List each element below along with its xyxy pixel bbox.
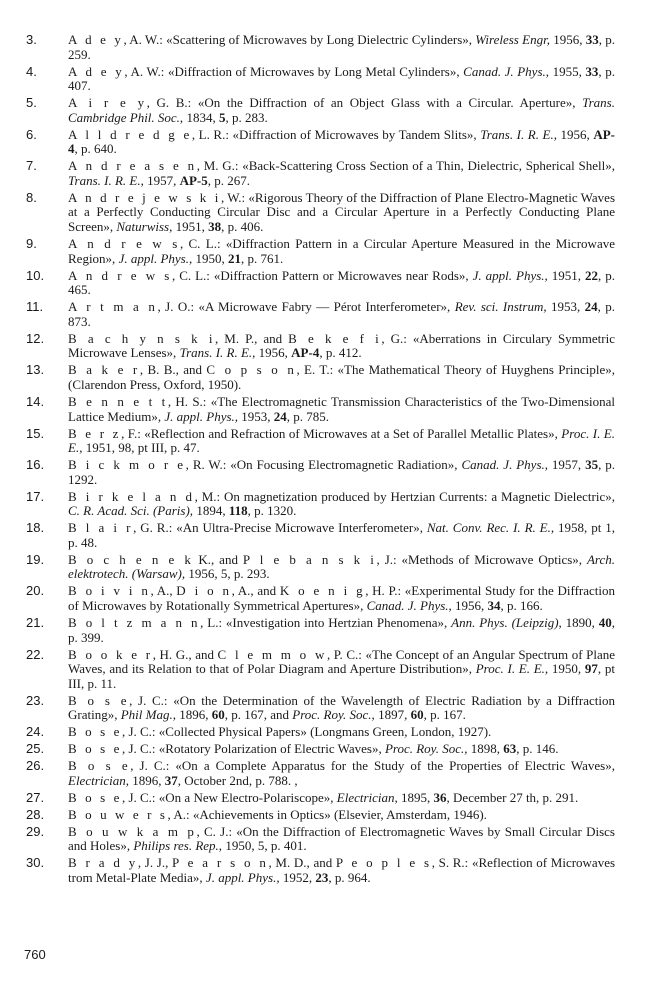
reference-number: 3. — [26, 32, 37, 47]
citation-text: , p. 146. — [516, 741, 559, 757]
author-name: A i r e y — [68, 95, 147, 111]
author-name: B i c k m o r e — [68, 457, 186, 473]
citation-text: 1950, 5, p. 401. — [222, 838, 307, 854]
reference-number: 15. — [26, 425, 45, 441]
citation-text: , p. 167. — [423, 707, 466, 723]
citation-text: , L. R.: «Diffraction of Microwaves by Tandem Slits», — [191, 126, 481, 142]
reference-entry — [26, 128, 615, 157]
reference-entry — [26, 458, 615, 487]
author-name: B o u w k a m p — [68, 823, 197, 839]
citation-text: , pt III, p. 11. — [68, 661, 616, 691]
reference-entry — [26, 825, 615, 854]
citation-text: 1953, — [238, 408, 274, 424]
citation-text: , H. G., and — [152, 646, 218, 662]
author-name: A n d r e w s — [68, 267, 172, 283]
author-name: B o s e — [68, 724, 122, 740]
citation-text: , M. P., and — [215, 330, 289, 346]
reference-number: 26. — [26, 758, 45, 774]
reference-number: 11. — [26, 299, 44, 315]
citation-text: 1951, 98, pt III, p. 47. — [82, 440, 200, 456]
reference-entry — [26, 856, 615, 885]
reference-number: 6. — [26, 126, 37, 142]
reference-number: 29. — [26, 823, 45, 839]
citation-text: 1896, — [129, 772, 165, 788]
journal-title: Trans. I. R. E., — [68, 172, 144, 188]
citation-text: , p. 407. — [68, 63, 615, 94]
reference-number: 8. — [26, 189, 37, 205]
author-name: B o c h e n e k — [68, 551, 194, 567]
reference-entry — [26, 742, 615, 757]
citation-text: , p. 406. — [221, 219, 264, 235]
author-name: K o e n i g — [279, 583, 366, 599]
author-name: C o p s o n — [206, 362, 297, 378]
reference-entry — [26, 521, 615, 550]
reference-number: 4. — [26, 63, 37, 79]
author-name: B r a d y — [68, 855, 138, 871]
journal-title: Wireless Engr, — [475, 32, 550, 47]
citation-text: , J. C.: «Collected Physical Papers» (Longmans Green, London, 1927). — [121, 724, 492, 740]
reference-number: 20. — [26, 583, 45, 599]
author-name: B i r k e l a n d — [68, 488, 195, 504]
citation-text: , M. D., and — [268, 855, 336, 871]
citation-text: 1956, — [556, 126, 594, 142]
journal-title: J. appl. Phys., — [205, 870, 280, 886]
reference-number: 12. — [26, 330, 45, 346]
citation-text: 1895, — [397, 789, 434, 805]
citation-text: , G.: «Aberrations in Circulary Symmetric Microwave Lenses», — [68, 330, 615, 361]
citation-text: , J.: «Methods of Microwave Optics», — [376, 551, 587, 567]
author-name: A d e y — [68, 32, 124, 47]
volume-number: 35 — [585, 457, 599, 473]
citation-text: , J. C.: «On a Complete Apparatus for the Study of the Properties of Electric Waves», — [130, 758, 615, 774]
reference-entry — [26, 300, 615, 329]
citation-text: , p. 412. — [319, 345, 362, 361]
author-name: C l e m m o w — [217, 646, 327, 662]
reference-entry — [26, 191, 615, 235]
citation-text: , A., and — [231, 583, 280, 599]
volume-number: 60 — [410, 707, 424, 723]
citation-text: 1897, — [374, 707, 411, 723]
volume-number: 37 — [164, 772, 178, 788]
journal-title: Electrician, — [336, 789, 398, 805]
journal-title: Canad. J. Phys., — [463, 63, 550, 79]
reference-number: 16. — [26, 457, 45, 473]
volume-number: 23 — [315, 870, 329, 886]
citation-text: , p. 873. — [68, 299, 616, 329]
journal-title: Rev. sci. Instrum, — [454, 299, 547, 315]
journal-title: Trans. I. R. E., — [480, 126, 557, 142]
citation-text: 1894, — [193, 503, 229, 519]
journal-title: Arch. elektrotech. (Warsaw), — [68, 551, 615, 582]
volume-number: 5 — [218, 109, 226, 125]
journal-title: C. R. Acad. Sci. (Paris), — [68, 503, 194, 519]
citation-text: , p. 166. — [500, 598, 543, 614]
reference-entry — [26, 553, 615, 582]
reference-list — [26, 33, 615, 886]
reference-number: 19. — [26, 551, 45, 567]
citation-text: , A. W.: «Diffraction of Microwaves by Long Metal Cylinders», — [124, 63, 464, 79]
author-name: D i o n — [176, 583, 232, 599]
volume-number: 22 — [585, 267, 599, 283]
citation-text: , F.: «Reflection and Refraction of Microwaves at a Set of Parallel Metallic Plates», — [121, 425, 562, 441]
citation-text: 1957, — [548, 457, 586, 473]
volume-number: 33 — [585, 32, 599, 47]
citation-text: , p. 167, and — [224, 707, 293, 723]
reference-entry — [26, 584, 615, 613]
reference-entry — [26, 808, 615, 823]
citation-text: , H. P.: «Experimental Study for the Diffraction of Microwaves by Rotationally Symmetrical Apertures», — [68, 583, 616, 614]
citation-text: , p. 399. — [68, 615, 616, 645]
citation-text: , p. 259. — [68, 32, 616, 62]
journal-title: Nat. Conv. Rec. I. R. E., — [426, 520, 555, 536]
citation-text: , J. C.: «Rotatory Polarization of Electric Waves», — [121, 741, 385, 757]
citation-text: , p. 267. — [207, 172, 251, 188]
author-name: A r t m a n — [68, 299, 158, 315]
reference-number: 23. — [26, 692, 45, 708]
citation-text: , p. 964. — [328, 870, 371, 886]
journal-title: Naturwiss, — [116, 219, 173, 235]
reference-number: 13. — [26, 362, 45, 378]
journal-title: Canad. J. Phys., — [461, 457, 549, 473]
author-name: B a k e r — [68, 362, 140, 378]
citation-text: , October 2nd, p. 788. , — [177, 772, 298, 788]
journal-title: Philips res. Rep., — [133, 838, 223, 854]
author-name: B o l t z m a n n — [68, 615, 201, 630]
reference-entry — [26, 269, 615, 298]
citation-text: 1834, — [183, 109, 219, 125]
author-name: A n d r e a s e n — [68, 158, 197, 174]
reference-number: 14. — [26, 393, 45, 409]
author-name: A l l d r e d g e — [68, 126, 192, 142]
journal-title: Ann. Phys. (Leipzig), — [451, 615, 562, 630]
citation-text: 1953, — [546, 299, 585, 315]
reference-entry — [26, 395, 615, 424]
journal-title: Proc. Roy. Soc., — [292, 707, 375, 723]
citation-text: 1898, — [467, 741, 504, 757]
author-name: B o i v i n — [68, 583, 151, 599]
author-name: B o s e — [68, 741, 122, 757]
reference-entry — [26, 725, 615, 740]
reference-number: 24. — [26, 724, 45, 740]
citation-text: , p. 283. — [225, 109, 268, 125]
citation-text: 1950, — [192, 250, 228, 266]
reference-number: 17. — [26, 488, 45, 504]
author-name: B e r z — [68, 425, 122, 441]
volume-number: 36 — [433, 789, 447, 805]
journal-title: Canad. J. Phys., — [366, 598, 452, 614]
citation-text: , L.: «Investigation into Hertzian Phenomena», — [200, 615, 452, 630]
reference-entry — [26, 791, 615, 806]
journal-title: Trans. Cambridge Phil. Soc., — [68, 95, 615, 125]
citation-text: 1958, pt 1, p. 48. — [68, 520, 615, 550]
reference-entry — [26, 759, 615, 788]
citation-text: K., and — [193, 551, 243, 567]
volume-number: 34 — [487, 598, 501, 614]
volume-number: 60 — [211, 707, 225, 723]
citation-text: 1896, — [175, 707, 212, 723]
author-name: P e a r s o n — [172, 855, 269, 871]
journal-title: J. appl. Phys., — [118, 250, 193, 266]
volume-number: 21 — [227, 250, 241, 266]
author-name: B o o k e r — [68, 646, 153, 662]
reference-entry — [26, 65, 615, 94]
author-name: A d e y — [68, 63, 125, 79]
author-name: B o u w e r s — [68, 806, 168, 822]
citation-text: , p. 465. — [68, 267, 616, 298]
author-name: B l a i r — [68, 520, 134, 536]
journal-title: Proc. Roy. Soc., — [384, 741, 468, 757]
reference-entry — [26, 648, 615, 692]
citation-text: 1956, — [255, 345, 292, 361]
reference-entry — [26, 363, 615, 392]
reference-number: 10. — [26, 267, 45, 283]
citation-text: , C. L.: «Diffraction Pattern in a Circular Aperture Measured in the Microwave Region», — [68, 236, 615, 266]
citation-text: 1956, 5, p. 293. — [185, 566, 270, 582]
journal-title: Electrician, — [68, 772, 130, 788]
reference-number: 27. — [26, 789, 45, 805]
journal-title: J. appl. Phys., — [164, 408, 239, 424]
volume-number: AP-5 — [179, 172, 208, 188]
volume-number: AP-4 — [291, 345, 320, 361]
reference-entry — [26, 616, 615, 645]
author-name: B e n n e t t — [68, 393, 168, 409]
citation-text: 1952, — [279, 870, 316, 886]
citation-text: 1955, — [549, 63, 586, 79]
citation-text: 1951, — [172, 219, 209, 235]
author-name: B o s e — [68, 758, 131, 774]
author-name: A n d r e j e w s k i — [68, 189, 221, 205]
reference-number: 7. — [26, 158, 37, 174]
citation-text: 1950, — [548, 661, 585, 677]
volume-number: 33 — [585, 63, 599, 79]
volume-number: 24 — [273, 408, 287, 424]
author-name: P e o p l e s — [335, 855, 432, 871]
citation-text: , B. B., and — [139, 362, 207, 378]
reference-entry — [26, 694, 615, 723]
volume-number: AP-4 — [68, 126, 616, 157]
citation-text: , G. R.: «An Ultra-Precise Microwave Interferometer», — [133, 520, 427, 536]
page-number: 760 — [24, 947, 46, 962]
citation-text: 1956, — [451, 598, 488, 614]
author-name: B o s e — [68, 789, 122, 805]
citation-text: , J. C.: «On a New Electro-Polariscope», — [121, 789, 337, 805]
reference-number: 30. — [26, 855, 45, 871]
citation-text: , P. C.: «The Concept of an Angular Spectrum of Plane Waves, and its Relation to that of Polar Diagram and Aperture Distribution», — [68, 646, 616, 677]
reference-entry — [26, 159, 615, 188]
reference-entry — [26, 237, 615, 266]
citation-text: , A., — [150, 583, 177, 599]
author-name: P l e b a n s k i — [242, 551, 377, 567]
reference-entry — [26, 427, 615, 456]
citation-text: , J. O.: «A Microwave Fabry — Pérot Interferometer», — [157, 299, 455, 315]
citation-text: , R. W.: «On Focusing Electromagnetic Radiation», — [185, 457, 462, 473]
journal-title: J. appl. Phys., — [472, 267, 548, 283]
citation-text: , J. C.: «On the Determination of the Wavelength of Electric Radiation by a Diffraction Grating», — [68, 692, 616, 723]
volume-number: 24 — [584, 299, 598, 315]
reference-number: 9. — [26, 236, 37, 252]
citation-text: 1890, — [561, 615, 599, 630]
citation-text: 1951, — [547, 267, 586, 283]
journal-title: Trans. I. R. E., — [179, 345, 256, 361]
citation-text: , M. G.: «Back-Scattering Cross Section of a Thin, Dielectric, Spherical Shell», — [196, 158, 615, 174]
citation-text: , M.: On magnetization produced by Hertzian Currents: a Magnetic Dielectric», — [194, 488, 615, 504]
reference-number: 25. — [26, 741, 45, 757]
citation-text: 1956, — [549, 32, 586, 47]
citation-text: , E. T.: «The Mathematical Theory of Huyghens Principle», (Clarendon Press, Oxford, 1950). — [68, 362, 615, 392]
journal-title: Proc. I. E. E., — [475, 661, 549, 677]
volume-number: 63 — [503, 741, 517, 757]
reference-entry — [26, 490, 615, 519]
citation-text: , H. S.: «The Electromagnetic Transmission Characteristics of the Two-Dimensional Lattice Medium», — [68, 393, 615, 424]
author-name: A n d r e w s — [68, 236, 180, 252]
citation-text: 1957, — [143, 172, 180, 188]
author-name: B a c h y n s k i — [68, 330, 216, 346]
citation-text: , S. R.: «Reflection of Microwaves trom Metal-Plate Media», — [68, 855, 616, 886]
reference-entry — [26, 33, 615, 62]
citation-text: , p. 1292. — [68, 457, 616, 487]
reference-entry — [26, 332, 615, 361]
citation-text: , p. 785. — [286, 408, 330, 424]
reference-number: 5. — [26, 95, 37, 111]
reference-number: 22. — [26, 646, 45, 662]
journal-title: Proc. I. E. E., — [68, 425, 615, 456]
citation-text: , W.: «Rigorous Theory of the Diffraction of Plane Electro-Magnetic Waves at a Perfectly Conducting Circular Disc and a Circular Aperture in a Perfectly Conducting Plane Screen», — [68, 189, 616, 235]
reference-number: 28. — [26, 806, 45, 822]
citation-text: , J. J., — [137, 855, 172, 871]
citation-text: , p. 1320. — [247, 503, 297, 519]
citation-text: , C. L.: «Diffraction Pattern or Microwaves near Rods», — [171, 267, 473, 283]
reference-entry — [26, 96, 615, 125]
citation-text: , p. 761. — [240, 250, 284, 266]
citation-text: , p. 640. — [74, 141, 117, 157]
author-name: B e k e f i — [288, 330, 382, 346]
volume-number: 38 — [208, 219, 222, 235]
reference-number: 21. — [26, 615, 45, 630]
citation-text: , G. B.: «On the Diffraction of an Object Glass with a Circular. Aperture», — [146, 95, 583, 111]
citation-text: , A.: «Achievements in Optics» (Elsevier, Amsterdam, 1946). — [167, 806, 487, 822]
volume-number: 40 — [598, 615, 612, 630]
reference-number: 18. — [26, 520, 45, 536]
volume-number: 118 — [228, 503, 248, 519]
citation-text: , A. W.: «Scattering of Microwaves by Long Dielectric Cylinders», — [123, 32, 476, 47]
citation-text: , C. J.: «On the Diffraction of Electromagnetic Waves by Small Circular Discs and Holes», — [68, 823, 615, 854]
journal-title: Phil Mag., — [120, 707, 176, 723]
author-name: B o s e — [68, 692, 130, 708]
volume-number: 97 — [584, 661, 598, 677]
citation-text: , December 27 th, p. 291. — [446, 789, 579, 805]
